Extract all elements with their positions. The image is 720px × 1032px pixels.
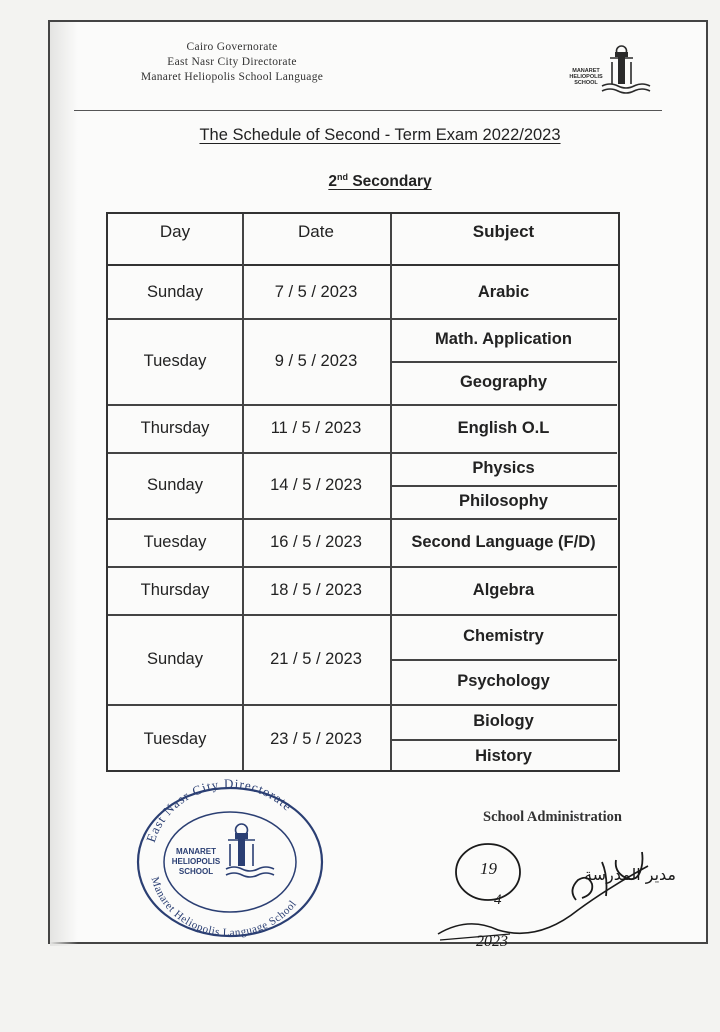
logo-text-line3: SCHOOL: [574, 80, 598, 86]
date-cell: 14 / 5 / 2023: [270, 475, 362, 494]
subject-divider: [390, 485, 617, 487]
header-subject: Subject: [472, 222, 535, 241]
header-divider: [74, 110, 662, 111]
subject-cell: History: [475, 747, 532, 765]
day-cell: Sunday: [147, 649, 203, 668]
table-row: [108, 404, 617, 452]
header-day: Day: [159, 222, 191, 241]
stamp-logo-line3: SCHOOL: [178, 867, 214, 876]
stamp-logo-line2: HELIOPOLIS: [171, 857, 221, 866]
day-cell: Sunday: [147, 475, 203, 494]
row-divider: [108, 452, 617, 454]
day-cell: Thursday: [140, 580, 210, 599]
subject-cell: Geography: [459, 373, 548, 391]
signature-month: 4: [494, 892, 502, 908]
subject-cell: Biology: [473, 712, 534, 730]
subject-cell: Philosophy: [459, 492, 548, 510]
logo-text-line2: HELIOPOLIS: [569, 74, 603, 80]
school-administration-label: School Administration: [483, 809, 622, 825]
day-cell: Tuesday: [143, 729, 207, 748]
subject-cell: Math. Application: [435, 330, 572, 348]
document-title: The Schedule of Second - Term Exam 2022/2023: [199, 126, 561, 144]
handwritten-signature: [380, 822, 700, 952]
header-date: Date: [298, 222, 334, 241]
svg-text:East Nasr City Directorate: [143, 776, 295, 844]
subject-cell: Chemistry: [463, 627, 544, 645]
day-cell: Thursday: [140, 418, 210, 437]
table-row: [108, 704, 617, 774]
date-cell: 11 / 5 / 2023: [270, 418, 362, 437]
school-stamp: [130, 772, 330, 940]
stamp-top-text: East Nasr City Directorate: [143, 775, 296, 845]
subject-cell: Psychology: [457, 672, 550, 690]
letterhead: [72, 40, 392, 85]
table-header-row: [108, 214, 618, 266]
table-row: [108, 266, 617, 318]
subject-divider: [390, 739, 617, 741]
table-row: [108, 614, 617, 704]
row-divider: [108, 614, 617, 616]
date-cell: 23 / 5 / 2023: [270, 729, 362, 748]
page-shadow: [50, 22, 78, 946]
governorate-line: Cairo Governorate: [186, 41, 278, 53]
exam-schedule-document: [48, 20, 708, 950]
date-cell: 16 / 5 / 2023: [270, 532, 362, 551]
subject-cell: Algebra: [472, 580, 535, 599]
table-row: [108, 518, 617, 566]
stamp-lighthouse-icon: [226, 824, 274, 877]
exam-schedule-table: [106, 212, 620, 772]
signature-day: 19: [480, 859, 497, 878]
date-cell: 21 / 5 / 2023: [270, 649, 362, 668]
lighthouse-logo: [566, 44, 662, 96]
day-cell: Sunday: [147, 282, 203, 301]
day-cell: Tuesday: [143, 351, 207, 370]
subject-divider: [390, 659, 617, 661]
subject-divider: [390, 361, 617, 363]
grade-subtitle: 2nd Secondary: [328, 172, 432, 191]
table-row: [108, 566, 617, 614]
table-row: [108, 318, 617, 404]
row-divider: [108, 518, 617, 520]
signature-arabic-text: مدير المدرسة: [583, 865, 677, 884]
row-divider: [108, 704, 617, 706]
subject-cell: Second Language (F/D): [411, 532, 596, 551]
stamp-logo-line1: MANARET: [176, 847, 216, 856]
date-cell: 18 / 5 / 2023: [270, 580, 362, 599]
day-cell: Tuesday: [143, 532, 207, 551]
subject-cell: Arabic: [477, 282, 530, 301]
row-divider: [108, 566, 617, 568]
table-row: [108, 452, 617, 518]
stamp-bottom-text: Manaret Heliopolis Language School: [148, 875, 300, 940]
subject-cell: Physics: [472, 459, 535, 477]
row-divider: [108, 404, 617, 406]
school-line: Manaret Heliopolis School Language: [140, 71, 324, 83]
signature-year: 2023: [476, 933, 508, 950]
row-divider: [108, 318, 617, 320]
logo-text-line1: MANARET: [572, 68, 600, 74]
date-cell: 9 / 5 / 2023: [274, 351, 358, 370]
date-cell: 7 / 5 / 2023: [274, 282, 358, 301]
subject-cell: English O.L: [457, 418, 550, 437]
directorate-line: East Nasr City Directorate: [167, 56, 297, 68]
